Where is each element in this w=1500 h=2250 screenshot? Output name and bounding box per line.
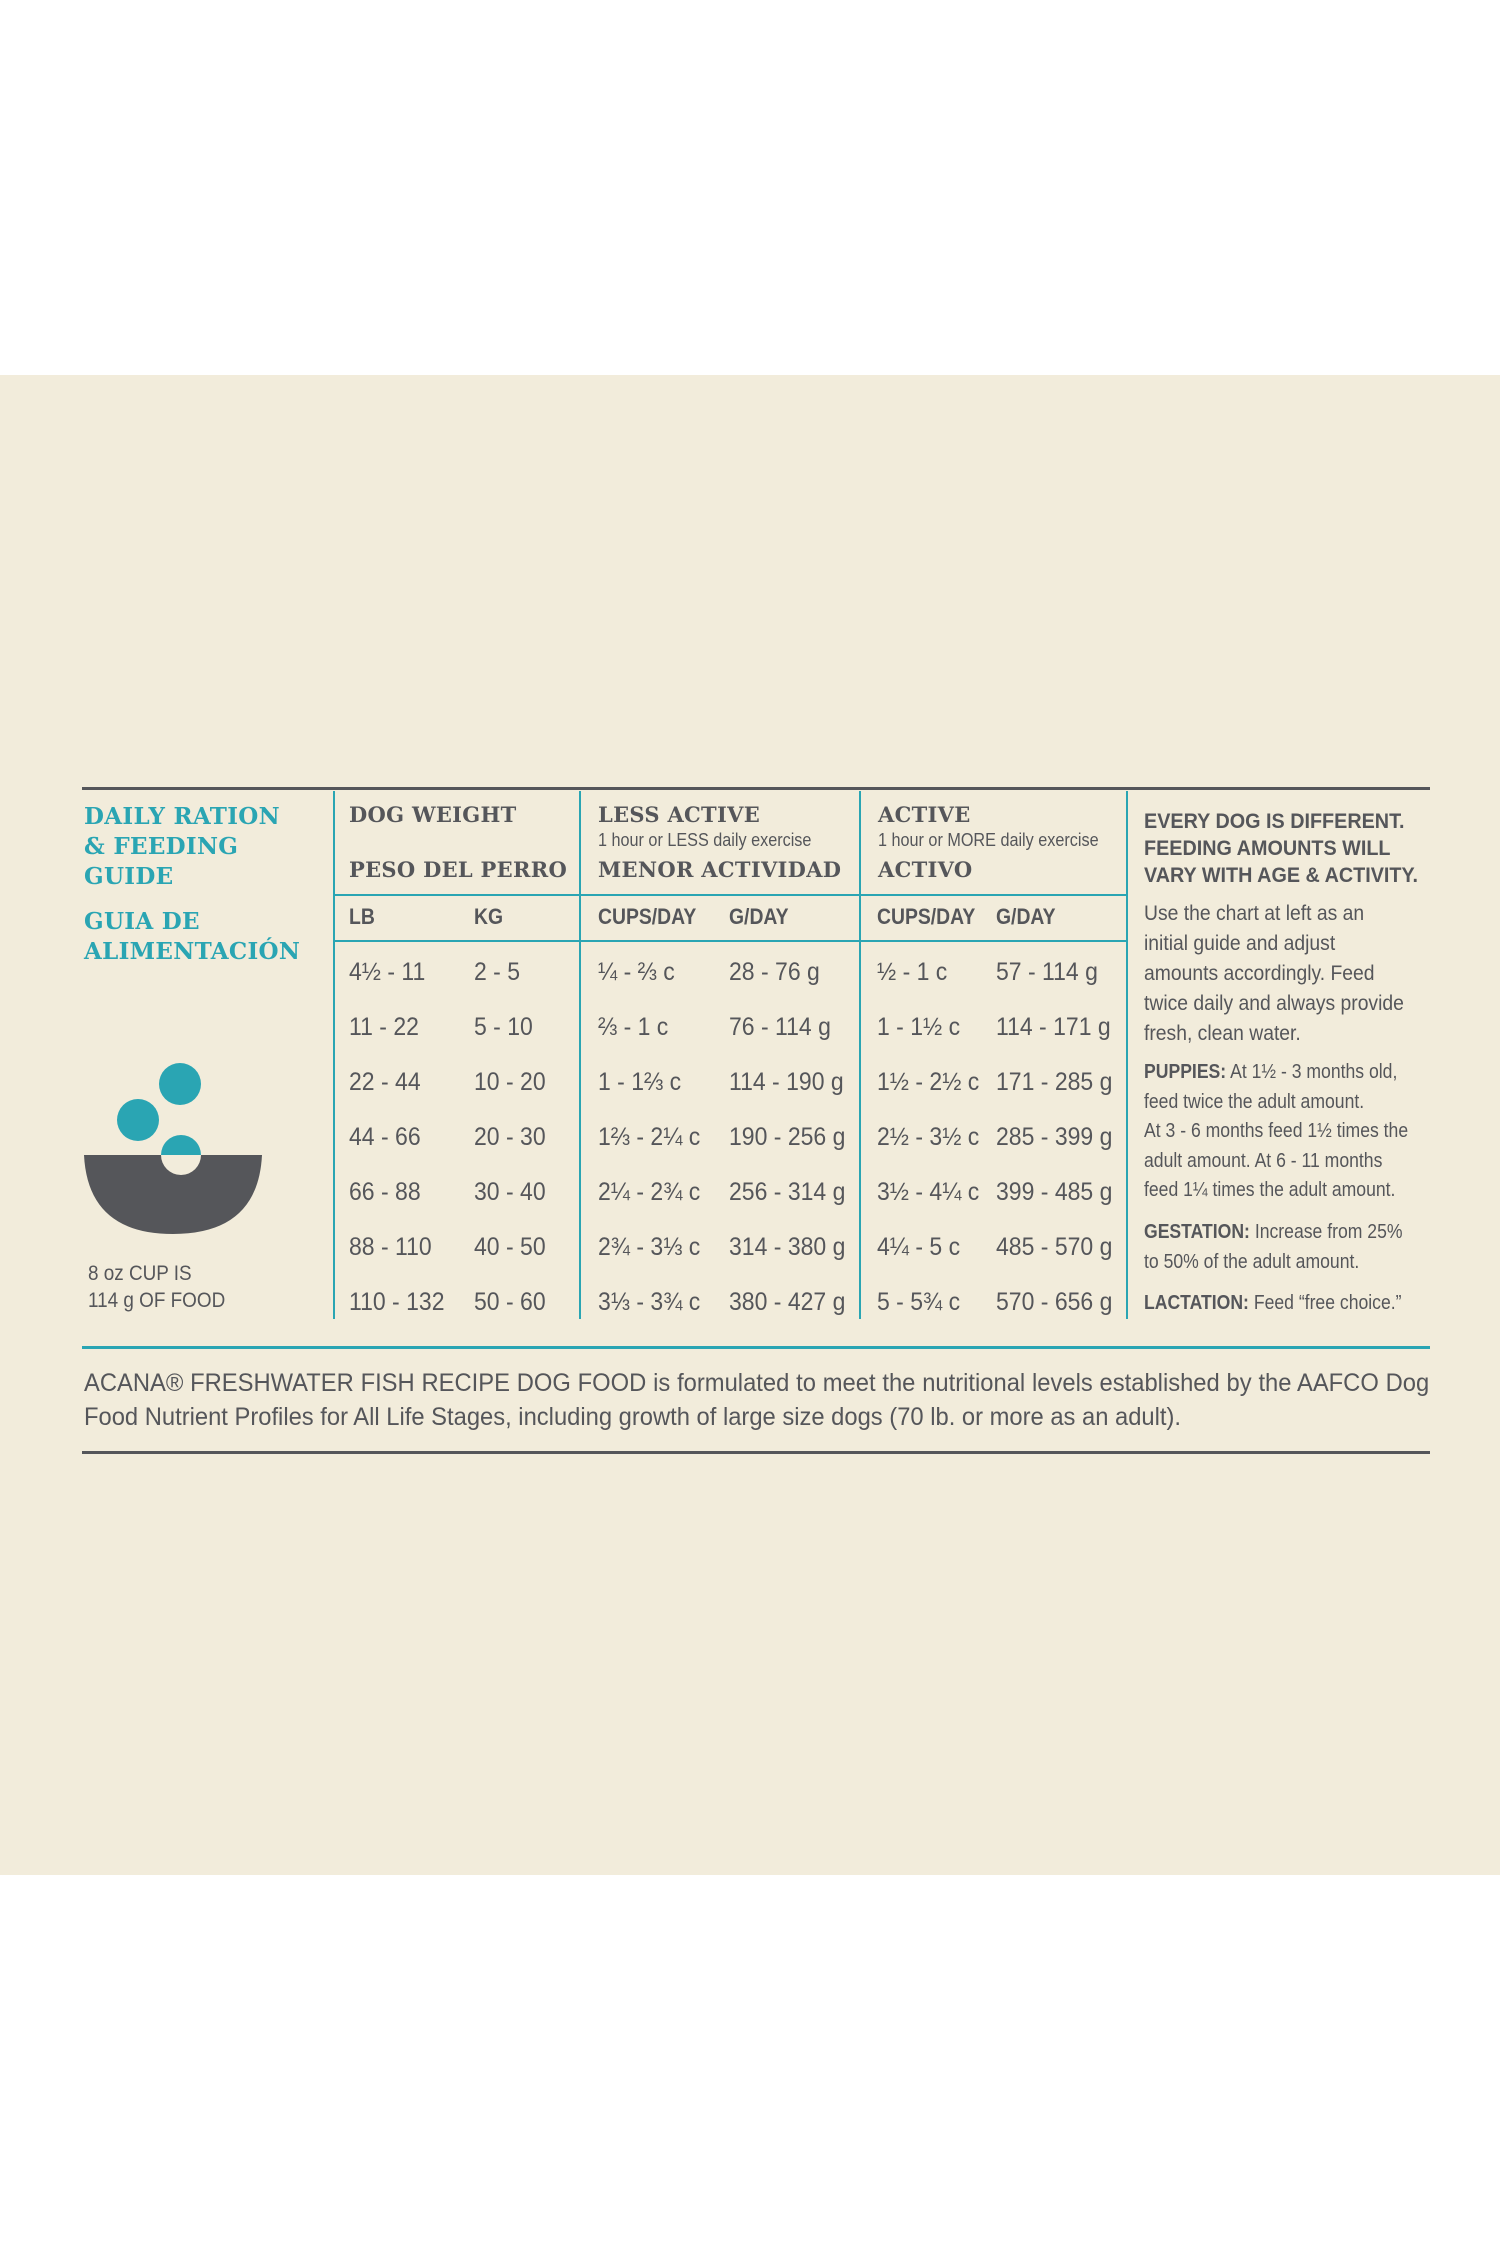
lb-cell: 11 - 22 [349,1013,419,1041]
kg-cell: 20 - 30 [474,1123,546,1151]
aafco-statement: ACANA® FRESHWATER FISH RECIPE DOG FOOD is formulated to meet the nutritional levels established by the AAFCO Dog Food Nutrient Profiles for All Life Stages, including growth of large size dogs (70 lb. or more as an adult). [84,1369,1430,1431]
lb-cell: 22 - 44 [349,1068,421,1096]
column-divider [333,791,335,1319]
lactation-note: LACTATION: Feed “free choice.” [1144,1292,1402,1314]
g-active-cell: 285 - 399 g [996,1123,1113,1151]
cups-active-cell: 2½ - 3½ c [877,1123,980,1151]
lb-cell: 66 - 88 [349,1178,421,1206]
puppies-label: PUPPIES: [1144,1061,1227,1083]
header-rule [333,894,1128,896]
cups-active-cell: 5 - 5¾ c [877,1288,961,1316]
kg-cell: 10 - 20 [474,1068,546,1096]
bottom-rule [82,1451,1430,1454]
units-rule [333,940,1128,942]
cups-active-cell: 4¼ - 5 c [877,1233,961,1261]
cups-less-cell: ⅔ - 1 c [598,1013,669,1041]
side-intro: Use the chart at left as an initial guide and adjust amounts accordingly. Feed twice daily and always provide fresh, clean water. [1144,902,1404,1045]
g-less-cell: 314 - 380 g [729,1233,846,1261]
kibble-icon [159,1063,201,1105]
cups-active-cell: 1½ - 2½ c [877,1068,980,1096]
activo-header: ACTIVO [878,857,973,882]
g-active-cell: 570 - 656 g [996,1288,1113,1316]
active-subheader: 1 hour or MORE daily exercise [878,830,1099,850]
lb-header: LB [349,904,375,929]
cups-less-header: CUPS/DAY [598,904,697,929]
less-active-header: LESS ACTIVE [598,802,761,827]
active-header: ACTIVE [878,802,971,827]
cups-active-header: CUPS/DAY [877,904,976,929]
top-rule [82,787,1430,790]
guide-title-en: DAILY RATION & FEEDING GUIDE [84,803,280,890]
kg-cell: 5 - 10 [474,1013,533,1041]
cups-active-cell: 1 - 1½ c [877,1013,961,1041]
guide-title-es: GUIA DE ALIMENTACIÓN [84,908,301,965]
column-divider [1126,791,1128,1319]
menor-header: MENOR ACTIVIDAD [598,857,842,882]
g-active-cell: 399 - 485 g [996,1178,1113,1206]
g-less-header: G/DAY [729,904,789,929]
lb-cell: 110 - 132 [349,1288,445,1316]
side-heading: EVERY DOG IS DIFFERENT. FEEDING AMOUNTS WILL VARY WITH AGE & ACTIVITY. [1144,809,1419,887]
cups-less-cell: 3⅓ - 3¾ c [598,1288,701,1316]
g-less-cell: 380 - 427 g [729,1288,846,1316]
g-active-cell: 171 - 285 g [996,1068,1113,1096]
food-bowl-icon [78,1056,268,1236]
g-less-cell: 190 - 256 g [729,1123,846,1151]
gestation-note: GESTATION: Increase from 25% to 50% of the adult amount. [1144,1221,1403,1273]
lb-cell: 88 - 110 [349,1233,432,1261]
kg-cell: 30 - 40 [474,1178,546,1206]
column-divider [859,791,861,1319]
kibble-icon [117,1099,159,1141]
kg-cell: 40 - 50 [474,1233,546,1261]
gestation-label: GESTATION: [1144,1221,1250,1243]
g-active-header: G/DAY [996,904,1056,929]
kg-cell: 2 - 5 [474,958,521,986]
g-active-cell: 485 - 570 g [996,1233,1113,1261]
g-less-cell: 256 - 314 g [729,1178,846,1206]
kg-header: KG [474,904,504,929]
cups-active-cell: 3½ - 4¼ c [877,1178,980,1206]
kg-cell: 50 - 60 [474,1288,546,1316]
lb-cell: 44 - 66 [349,1123,421,1151]
g-active-cell: 114 - 171 g [996,1013,1111,1041]
g-less-cell: 28 - 76 g [729,958,820,986]
less-active-subheader: 1 hour or LESS daily exercise [598,830,812,850]
g-less-cell: 76 - 114 g [729,1013,831,1041]
g-active-cell: 57 - 114 g [996,958,1098,986]
table-bottom-rule [82,1346,1430,1349]
g-less-cell: 114 - 190 g [729,1068,844,1096]
cups-less-cell: 1⅔ - 2¼ c [598,1123,701,1151]
peso-header: PESO DEL PERRO [349,857,568,882]
lb-cell: 4½ - 11 [349,958,426,986]
cups-less-cell: ¼ - ⅔ c [598,958,675,986]
puppies-note: PUPPIES: At 1½ - 3 months old, feed twice the adult amount. At 3 - 6 months feed 1½ times the adult amount. At 6 - 11 months feed 1¼ times the adult amount. [1144,1061,1409,1201]
cups-less-cell: 2¼ - 2¾ c [598,1178,701,1206]
lactation-label: LACTATION: [1144,1292,1249,1314]
cups-less-cell: 1 - 1⅔ c [598,1068,682,1096]
dog-weight-header: DOG WEIGHT [349,802,517,827]
cup-note: 8 oz CUP IS 114 g OF FOOD [88,1262,226,1312]
kibble-icon [161,1135,201,1155]
column-divider [579,791,581,1319]
cups-less-cell: 2¾ - 3⅓ c [598,1233,701,1261]
cups-active-cell: ½ - 1 c [877,958,948,986]
